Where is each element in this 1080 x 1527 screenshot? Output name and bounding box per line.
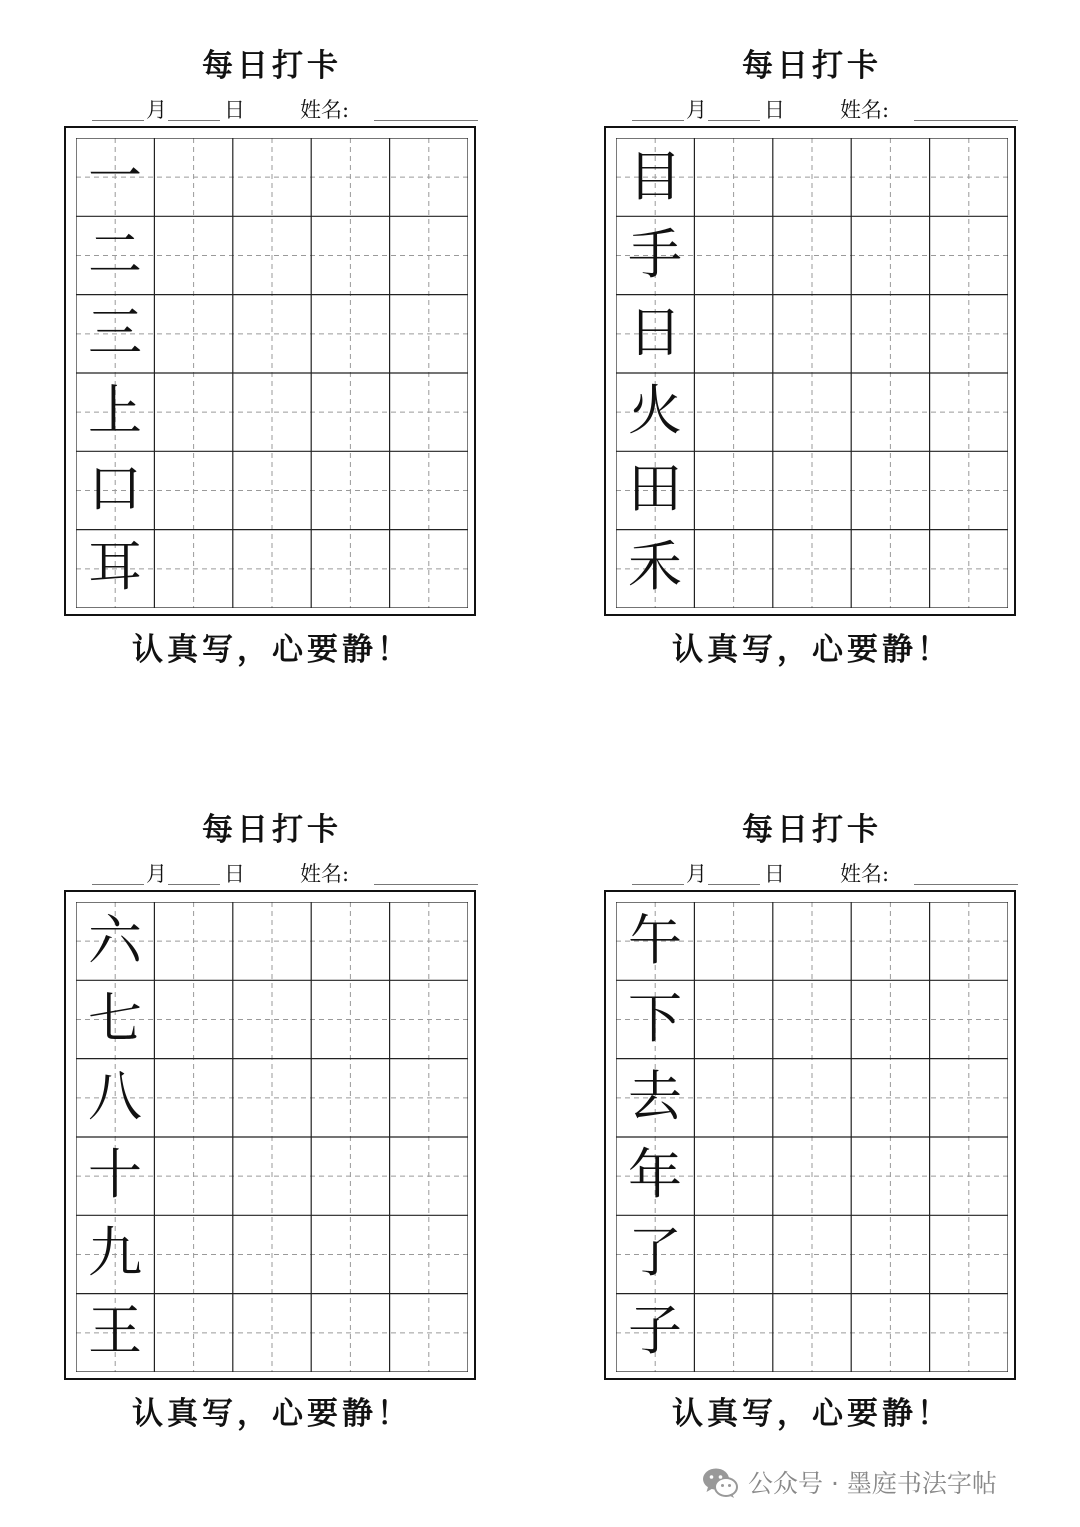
month-blank — [632, 120, 684, 121]
month-label: 月 — [686, 862, 707, 886]
sheet-title: 每日打卡 — [202, 812, 342, 848]
model-character: 日 — [628, 301, 682, 364]
model-character: 了 — [628, 1221, 682, 1284]
model-character: 田 — [628, 457, 682, 520]
practice-grid-frame — [64, 890, 476, 1380]
model-character: 午 — [628, 909, 682, 972]
model-character: 手 — [628, 223, 682, 286]
practice-grid — [616, 138, 1008, 608]
day-label: 日 — [224, 862, 245, 886]
sheet-info-line — [92, 860, 482, 890]
model-character: 三 — [88, 301, 142, 364]
sheet-info-line — [92, 96, 482, 126]
sheet-footer: 认真写，心要静！ — [132, 1396, 412, 1432]
watermark — [700, 1462, 1060, 1502]
model-character: 二 — [88, 223, 142, 286]
practice-grid-frame — [64, 126, 476, 616]
practice-grid — [616, 902, 1008, 1372]
model-character: 年 — [628, 1143, 682, 1206]
practice-grid-frame — [604, 126, 1016, 616]
month-label: 月 — [146, 862, 167, 886]
month-blank — [92, 884, 144, 885]
sheet-title: 每日打卡 — [202, 48, 342, 84]
name-blank — [374, 884, 478, 885]
model-character: 上 — [88, 379, 142, 442]
name-label: 姓名: — [300, 98, 350, 122]
name-blank — [374, 120, 478, 121]
model-character: 九 — [88, 1221, 142, 1284]
name-label: 姓名: — [840, 862, 890, 886]
model-character: 耳 — [88, 535, 142, 598]
sheet-info-line — [632, 96, 1022, 126]
month-blank — [92, 120, 144, 121]
model-character: 十 — [88, 1143, 142, 1206]
model-character: 目 — [628, 145, 682, 208]
name-label: 姓名: — [300, 862, 350, 886]
month-label: 月 — [686, 98, 707, 122]
day-blank — [708, 120, 760, 121]
wechat-icon — [700, 1462, 740, 1502]
sheet-info-line — [632, 860, 1022, 890]
model-character: 六 — [88, 909, 142, 972]
month-label: 月 — [146, 98, 167, 122]
model-character: 八 — [88, 1065, 142, 1128]
month-blank — [632, 884, 684, 885]
day-label: 日 — [764, 98, 785, 122]
model-character: 七 — [88, 987, 142, 1050]
model-character: 王 — [88, 1299, 142, 1362]
sheet-footer: 认真写，心要静！ — [672, 632, 952, 668]
model-character: 口 — [88, 457, 142, 520]
day-blank — [168, 884, 220, 885]
sheet-footer: 认真写，心要静！ — [132, 632, 412, 668]
model-character: 子 — [628, 1299, 682, 1362]
model-character: 禾 — [628, 535, 682, 598]
day-label: 日 — [764, 862, 785, 886]
day-blank — [708, 884, 760, 885]
practice-grid — [76, 902, 468, 1372]
day-label: 日 — [224, 98, 245, 122]
model-character: 火 — [628, 379, 682, 442]
practice-grid-frame — [604, 890, 1016, 1380]
sheet-footer: 认真写，心要静！ — [672, 1396, 952, 1432]
name-blank — [914, 120, 1018, 121]
name-blank — [914, 884, 1018, 885]
model-character: 去 — [628, 1065, 682, 1128]
sheet-title: 每日打卡 — [742, 812, 882, 848]
model-character: 下 — [628, 987, 682, 1050]
practice-grid — [76, 138, 468, 608]
model-character: 一 — [88, 145, 142, 208]
day-blank — [168, 120, 220, 121]
name-label: 姓名: — [840, 98, 890, 122]
sheet-title: 每日打卡 — [742, 48, 882, 84]
watermark-text: 公众号 · 墨庭书法字帖 — [748, 1469, 997, 1498]
